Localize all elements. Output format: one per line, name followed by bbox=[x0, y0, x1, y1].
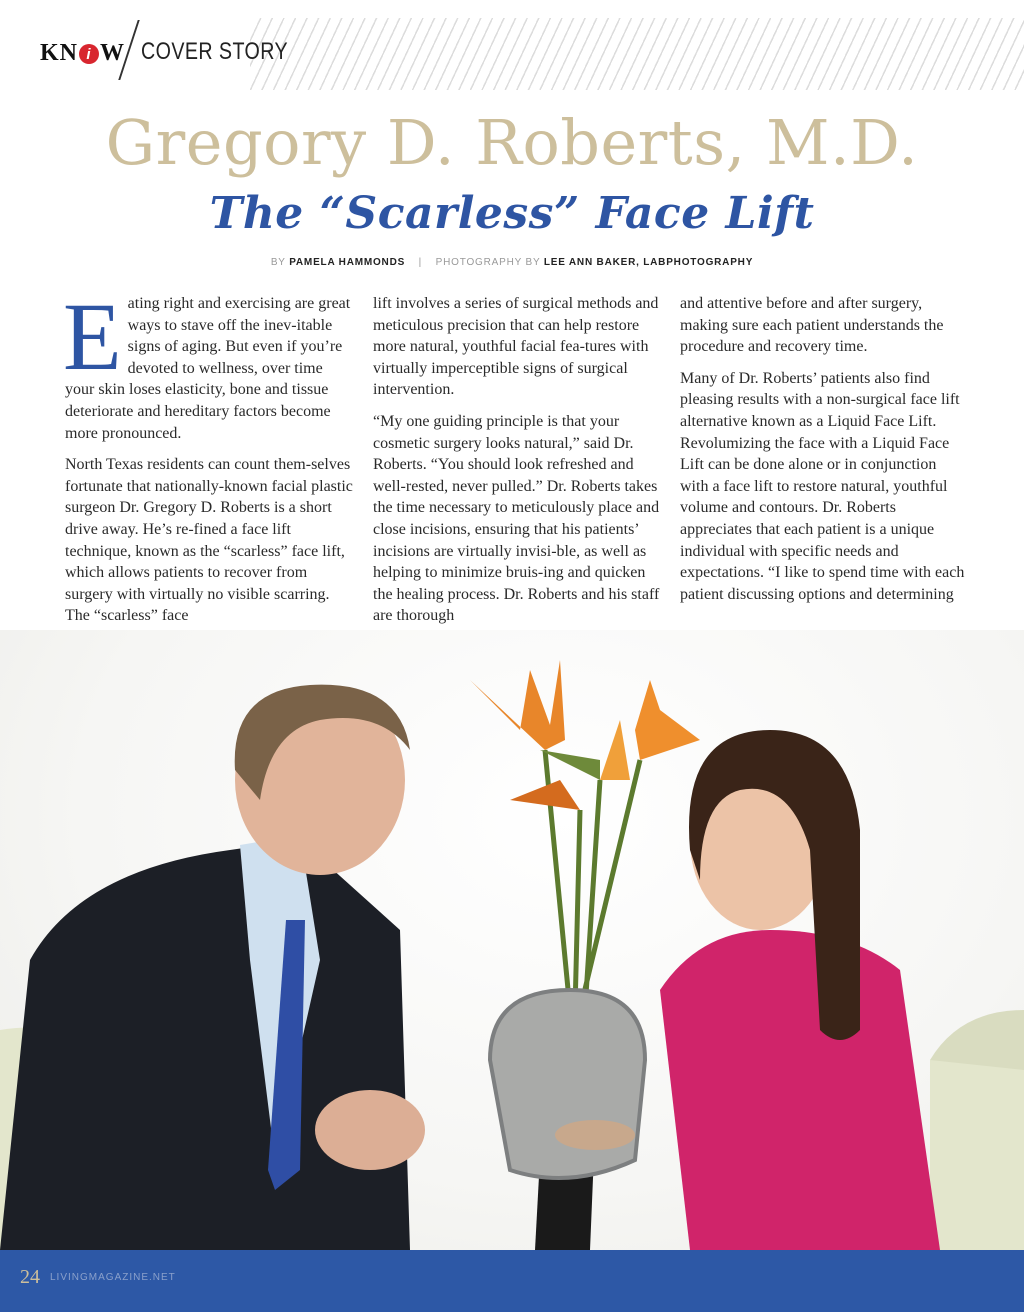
header-hatch-pattern bbox=[250, 18, 1024, 90]
article-paragraph: North Texas residents can count them-selves fortunate that nationally-known facial plastic surgeon Dr. Gregory D. Roberts is a short drive away. He’s re-fined a face lift technique, known as the “scarless” face lift, which allows patients to recover from surgery with virtually no visible scarring. The “scarless” face bbox=[65, 456, 353, 625]
footer-bar bbox=[0, 1250, 1024, 1312]
byline-author: PAMELA HAMMONDS bbox=[289, 257, 406, 268]
article-title: Gregory D. Roberts, M.D. bbox=[105, 106, 919, 179]
article-subtitle: The “Scarless” Face Lift bbox=[209, 188, 815, 239]
brand-logo-i-dot: i bbox=[79, 44, 99, 64]
article-paragraph bbox=[63, 283, 355, 444]
byline-separator: | bbox=[418, 257, 423, 268]
brand-logo-text-pre: KN bbox=[40, 39, 78, 66]
byline-by-label: BY bbox=[270, 257, 286, 268]
article-paragraph: Many of Dr. Roberts’ patients also find pleasing results with a non-surgical face lift alternative known as a Liquid Face Lift. Revolumizing the face with a Liquid Face Lift can be done alone or in conjunction with a face lift to restore natural, youthful volume and contours. Dr. Roberts appreciates that each patient is a unique individual with specific needs and expectations. “I like to spend time with each patient discussing options and determining bbox=[680, 369, 965, 603]
brand-logo bbox=[40, 36, 125, 70]
footer-website: LIVINGMAGAZINE.NET bbox=[50, 1272, 176, 1283]
page-number: 24 bbox=[20, 1266, 40, 1288]
article-column-1 bbox=[63, 283, 355, 637]
drop-cap: E bbox=[63, 283, 122, 390]
byline bbox=[0, 257, 1024, 268]
paragraph-text: ating right and exercising are great ways to stave off the inev-itable signs of aging. But even if you’re devoted to wellness, over time your skin loses elasticity, bone and tissue deteriorate and hereditary factors become more pronounced. bbox=[65, 295, 351, 442]
cover-photo bbox=[0, 630, 1024, 1250]
article-column-3 bbox=[680, 293, 965, 615]
brand-logo-text-post: W bbox=[100, 39, 125, 66]
article-paragraph: lift involves a series of surgical methods and meticulous precision that can help restore more natural, youthful facial fea-tures with virtually imperceptible signs of surgical intervention. bbox=[373, 295, 659, 399]
article-column-2 bbox=[373, 293, 663, 637]
article-paragraph: and attentive before and after surgery, making sure each patient understands the procedure and recovery time. bbox=[680, 295, 944, 356]
byline-photo-label: PHOTOGRAPHY BY bbox=[435, 257, 541, 268]
cover-photo-illustration bbox=[0, 630, 1024, 1250]
byline-photographer: LEE ANN BAKER, LABPHOTOGRAPHY bbox=[543, 257, 754, 268]
section-label: COVER STORY bbox=[141, 38, 289, 65]
article-paragraph: “My one guiding principle is that your cosmetic surgery looks natural,” said Dr. Roberts. “You should look refreshed and well-rested, never pulled.” Dr. Roberts takes the time necessary to meticulously place and close incisions, ensuring that his patients’ incisions are virtually invisi-ble, as well as helping to minimize bruis-ing and quicken the healing process. Dr. Roberts and his staff are thorough bbox=[373, 412, 660, 625]
